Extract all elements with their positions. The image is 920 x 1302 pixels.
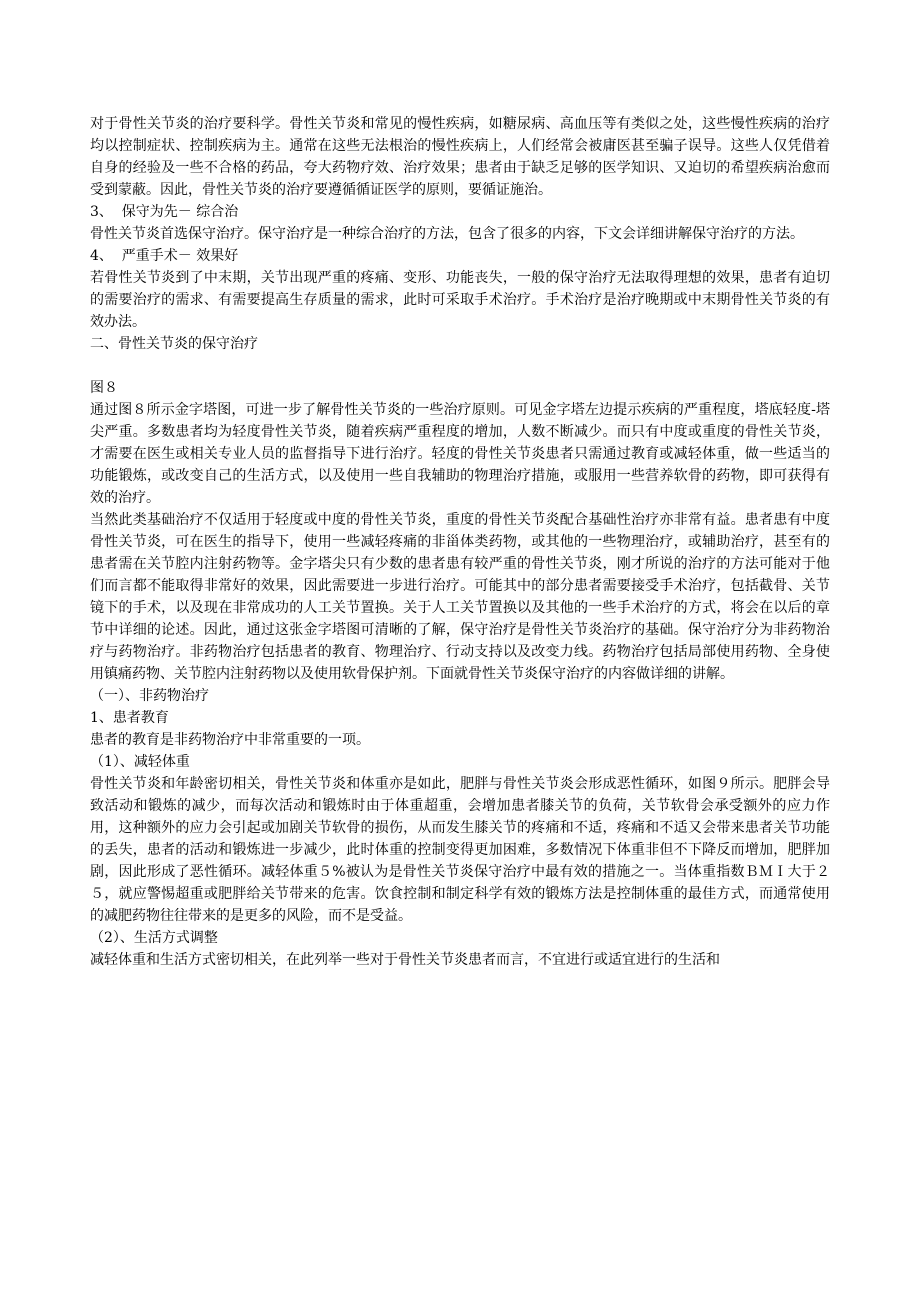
heading-lifestyle: （2）、生活方式调整 — [90, 930, 218, 946]
intro-paragraph: 对于骨性关节炎的治疗要科学。骨性关节炎和常见的慢性疾病，如糖尿病、高血压等有类似之处，这些慢性疾病的治疗均以控制症状、控制疾病为主。通常在这些无法根治的慢性疾病上，人们经常会被庸医甚至骗子误导。这些人仅凭借着自身的经验及一些不合格的药品，夸大药物疗效、治疗效果；患者由于缺乏足够的医学知识、又迫切的希望疾病治愈而受到蒙蔽。因此，骨性关节炎的治疗要遵循循证医学的原则，要循证施治。 — [90, 116, 830, 198]
basic-treatment-paragraph: 当然此类基础治疗不仅适用于轻度或中度的骨性关节炎，重度的骨性关节炎配合基础性治疗亦非常有益。患者患有中度骨性关节炎，可在医生的指导下，使用一些减轻疼痛的非甾体类药物，或其他的一些物理治疗，或辅助治疗，甚至有的患者需在关节腔内注射药物等。金字塔尖只有少数的患者患有较严重的骨性关节炎，刚才所说的治疗的方法可能对于他们而言都不能取得非常好的效果，因此需要进一步进行治疗。可能其中的部分患者需要接受手术治疗，包括截骨、关节镜下的手术，以及现在非常成功的人工关节置换。关于人工关节置换以及其他的一些手术治疗的方式，将会在以后的章节中详细的论述。因此，通过这张金字塔图可清晰的了解，保守治疗是骨性关节炎治疗的基础。保守治疗分为非药物治疗与药物治疗。非药物治疗包括患者的教育、物理治疗、行动支持以及改变力线。药物治疗包括局部使用药物、全身使用镇痛药物、关节腔内注射药物以及使用软骨保护剂。下面就骨性关节炎保守治疗的内容做详细的讲解。 — [90, 512, 830, 682]
figure-8-label: 图８ — [90, 380, 118, 396]
education-paragraph: 患者的教育是非药物治疗中非常重要的一项。 — [90, 732, 370, 748]
heading-non-drug: （一）、非药物治疗 — [90, 688, 209, 704]
heading-patient-education: 1、患者教育 — [90, 710, 169, 726]
conservative-paragraph: 骨性关节炎首选保守治疗。保守治疗是一种综合治疗的方法，包含了很多的内容，下文会详细讲解保守治疗的方法。 — [90, 226, 804, 242]
heading-weight-loss: （1）、减轻体重 — [90, 754, 190, 770]
heading-conservative-first: 3、 保守为先－ 综合治 — [90, 204, 239, 220]
surgery-paragraph: 若骨性关节炎到了中末期，关节出现严重的疼痛、变形、功能丧失，一般的保守治疗无法取得理想的效果，患者有迫切的需要治疗的需求、有需要提高生存质量的需求，此时可采取手术治疗。手术治疗是治疗晚期或中末期骨性关节炎的有效办法。 — [90, 270, 830, 330]
weight-paragraph: 骨性关节炎和年龄密切相关，骨性关节炎和体重亦是如此，肥胖与骨性关节炎会形成恶性循环，如图９所示。肥胖会导致活动和锻炼的减少，而每次活动和锻炼时由于体重超重，会增加患者膝关节的负荷，关节软骨会承受额外的应力作用，这种额外的应力会引起或加剧关节软骨的损伤，从而发生膝关节的疼痛和不适，疼痛和不适又会带来患者关节功能的丢失，患者的活动和锻炼进一步减少，此时体重的控制变得更加困难，多数情况下体重非但不下降反而增加，肥胖加剧，因此形成了恶性循环。减轻体重５%被认为是骨性关节炎保守治疗中最有效的措施之一。当体重指数ＢＭＩ大于２５，就应警惕超重或肥胖给关节带来的危害。饮食控制和制定科学有效的锻炼方法是控制体重的最佳方式，而通常使用的减肥药物往往带来的是更多的风险，而不是受益。 — [90, 776, 830, 924]
blank-line — [90, 355, 830, 377]
lifestyle-paragraph: 减轻体重和生活方式密切相关，在此列举一些对于骨性关节炎患者而言，不宜进行或适宜进行的生活和 — [90, 952, 720, 968]
document-page — [90, 113, 830, 971]
heading-severe-surgery: 4、 严重手术－ 效果好 — [90, 248, 239, 264]
heading-section-two: 二、骨性关节炎的保守治疗 — [90, 336, 258, 352]
pyramid-paragraph: 通过图８所示金字塔图，可进一步了解骨性关节炎的一些治疗原则。可见金字塔左边提示疾病的严重程度，塔底轻度-塔尖严重。多数患者均为轻度骨性关节炎，随着疾病严重程度的增加，人数不断减少。而只有中度或重度的骨性关节炎，才需要在医生或相关专业人员的监督指导下进行治疗。轻度的骨性关节炎患者只需通过教育或减轻体重，做一些适当的功能锻炼，或改变自己的生活方式，以及使用一些自我辅助的物理治疗措施，或服用一些营养软骨的药物，即可获得有效的治疗。 — [90, 402, 830, 506]
